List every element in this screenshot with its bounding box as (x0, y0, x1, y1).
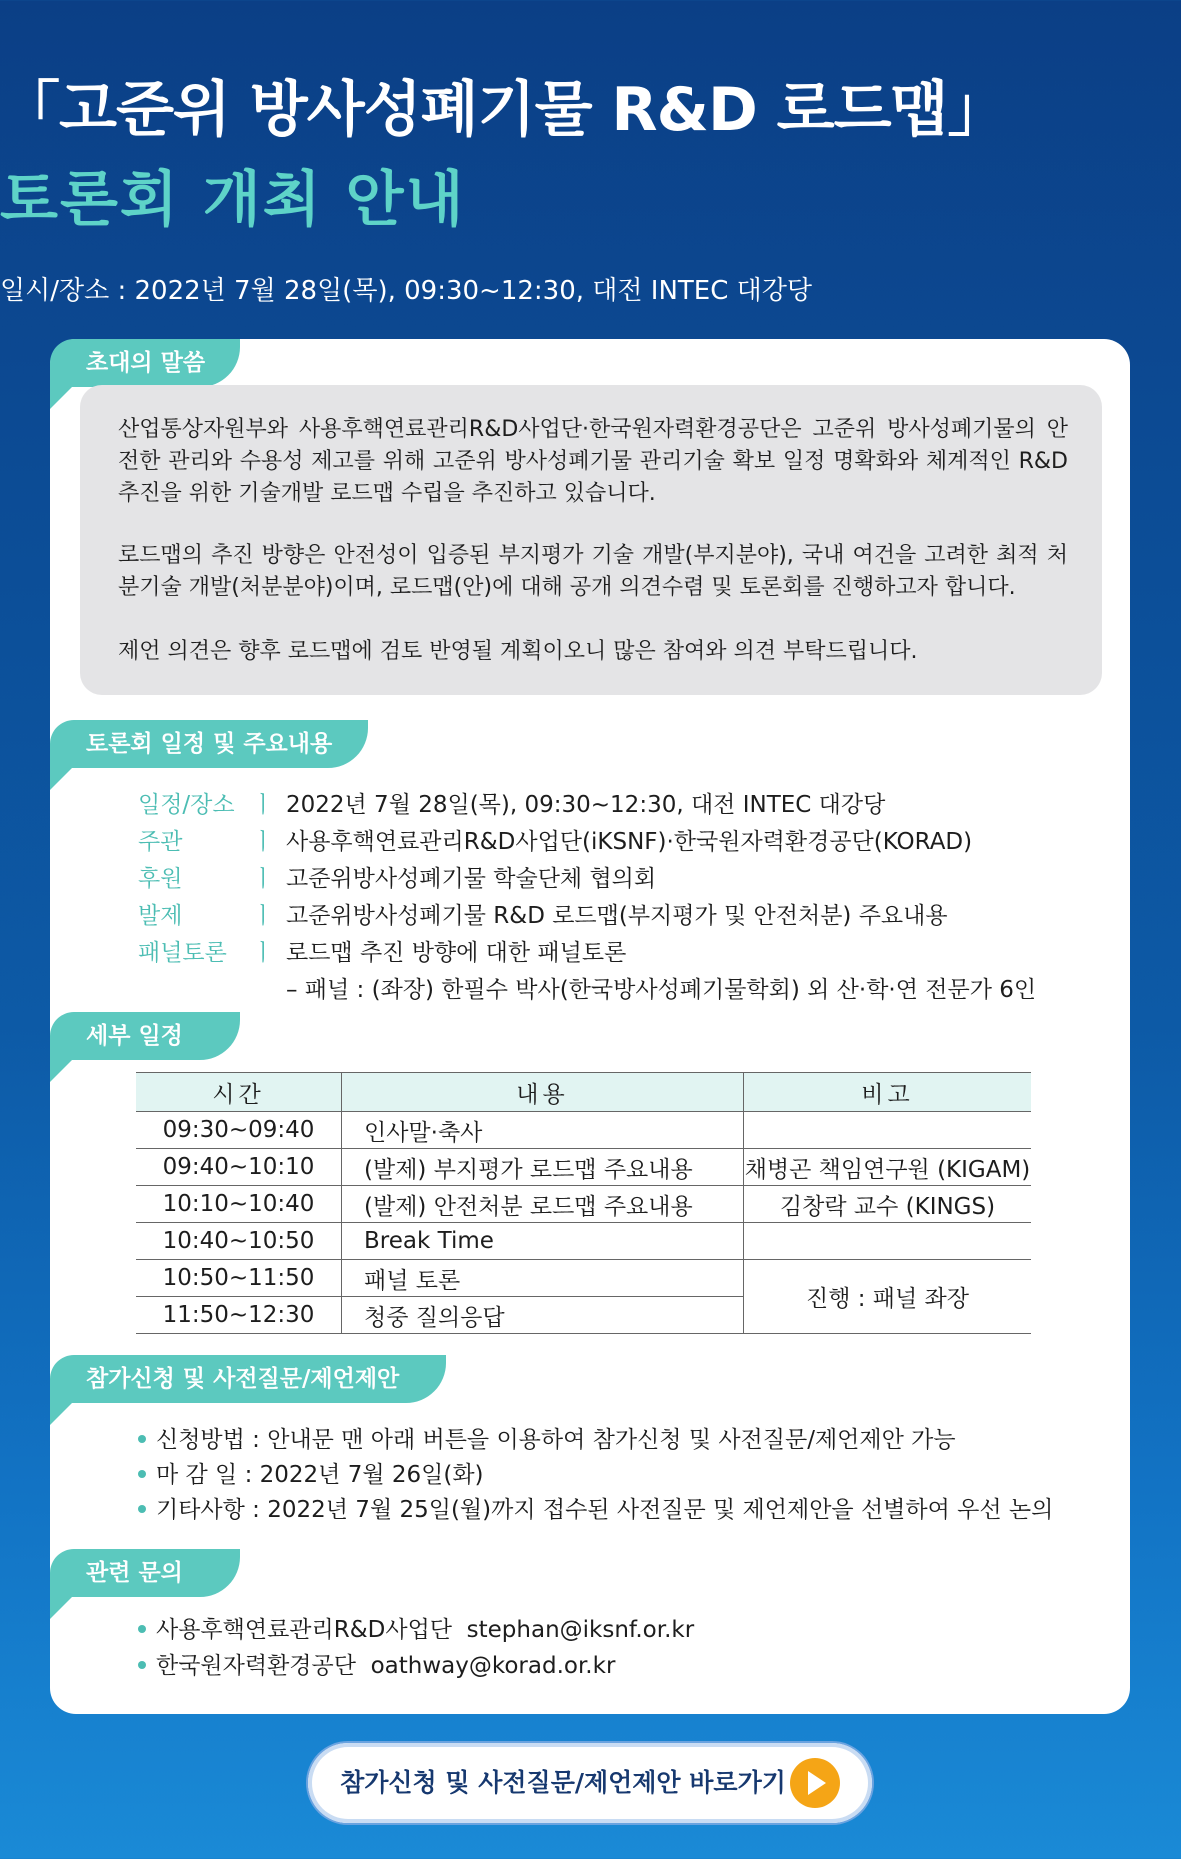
info-label: 후원 (138, 866, 183, 892)
info-value: 2022년 7월 28일(목), 09:30~12:30, 대전 INTEC 대강당 (286, 792, 886, 818)
content-cell: (발제) 부지평가 로드맵 주요내용 (342, 1149, 744, 1186)
list-item (138, 1650, 615, 1682)
list-item (138, 1614, 694, 1646)
column-header-note: 비고 (744, 1073, 1032, 1112)
table-row (136, 1186, 1031, 1223)
info-separator: ㅣ (252, 940, 275, 966)
table-row (136, 1149, 1031, 1186)
invitation-paragraph: 로드맵의 추진 방향은 안전성이 입증된 부지평가 기술 개발(부지분야), 국내 여건을 고려한 최적 처분기술 개발(처분분야)이며, 로드맵(안)에 대해 공개 의견수렴 및 토론회를 진행하고자 합니다. (118, 543, 1068, 600)
column-header-content: 내용 (342, 1073, 744, 1112)
time-cell: 09:30~09:40 (136, 1112, 342, 1149)
content-cell: Break Time (342, 1223, 744, 1260)
time-cell: 10:50~11:50 (136, 1260, 342, 1297)
play-arrow-icon (790, 1758, 840, 1808)
table-row (136, 1112, 1031, 1149)
section-tab-registration: 참가신청 및 사전질문/제언제안 (50, 1355, 446, 1403)
list-item (138, 1494, 1053, 1526)
contact-text[interactable]: 한국원자력환경공단 oathway@korad.or.kr (156, 1653, 616, 1679)
bullet-icon (138, 1435, 146, 1443)
info-separator: ㅣ (252, 829, 275, 855)
section-tab-overview: 토론회 일정 및 주요내용 (50, 720, 368, 768)
list-item-text: 신청방법 : 안내문 맨 아래 버튼을 이용하여 참가신청 및 사전질문/제언제안 가능 (156, 1427, 956, 1453)
info-label: 일정/장소 (138, 792, 235, 818)
info-label: 패널토론 (138, 940, 227, 966)
column-header-time: 시간 (136, 1073, 342, 1112)
contact-text[interactable]: 사용후핵연료관리R&D사업단 stephan@iksnf.or.kr (156, 1617, 695, 1643)
time-cell: 09:40~10:10 (136, 1149, 342, 1186)
info-label: 발제 (138, 903, 183, 929)
content-cell: 패널 토론 (342, 1260, 744, 1297)
info-separator: ㅣ (252, 866, 275, 892)
table-row (136, 1223, 1031, 1260)
schedule-table (136, 1072, 1031, 1334)
note-cell: 김창락 교수 (KINGS) (744, 1186, 1032, 1223)
info-separator: ㅣ (252, 792, 275, 818)
panel-note: – 패널 : (좌장) 한필수 박사(한국방사성폐기물학회) 외 산·학·연 전문가 6인 (286, 977, 1037, 1003)
section-tab-invitation: 초대의 말씀 (50, 339, 240, 387)
time-cell: 10:10~10:40 (136, 1186, 342, 1223)
list-item (138, 1424, 956, 1456)
section-tab-schedule: 세부 일정 (50, 1012, 240, 1060)
bullet-icon (138, 1625, 146, 1633)
info-value: 로드맵 추진 방향에 대한 패널토론 (286, 940, 627, 966)
register-button-label: 참가신청 및 사전질문/제언제안 바로가기 (340, 1768, 786, 1797)
content-cell: 인사말·축사 (342, 1112, 744, 1149)
section-tab-contact: 관련 문의 (50, 1549, 240, 1597)
page-subtitle: 토론회 개최 안내 (0, 165, 466, 235)
list-item-text: 마 감 일 : 2022년 7월 26일(화) (156, 1462, 484, 1488)
page-title: 「고준위 방사성폐기물 R&D 로드맵」 (0, 75, 1007, 145)
info-separator: ㅣ (252, 903, 275, 929)
bullet-icon (138, 1470, 146, 1478)
bullet-icon (138, 1505, 146, 1513)
invitation-paragraph: 제언 의견은 향후 로드맵에 검토 반영될 계획이오니 많은 참여와 의견 부탁드립니다. (118, 639, 918, 664)
info-value: 사용후핵연료관리R&D사업단(iKSNF)·한국원자력환경공단(KORAD) (286, 829, 973, 855)
time-cell: 10:40~10:50 (136, 1223, 342, 1260)
table-row (136, 1260, 1031, 1297)
content-cell: 청중 질의응답 (342, 1297, 744, 1334)
note-cell (744, 1223, 1032, 1260)
info-value: 고준위방사성폐기물 R&D 로드맵(부지평가 및 안전처분) 주요내용 (286, 903, 948, 929)
event-date-place: 일시/장소 : 2022년 7월 28일(목), 09:30~12:30, 대전 INTEC 대강당 (0, 276, 812, 306)
invitation-paragraph: 산업통상자원부와 사용후핵연료관리R&D사업단·한국원자력환경공단은 고준위 방사성폐기물의 안전한 관리와 수용성 제고를 위해 고준위 방사성폐기물 관리기술 확보 일정 명확화와 체계적인 R&D 추진을 위한 기술개발 로드맵 수립을 추진하고 있습니다. (118, 417, 1068, 506)
info-label: 주관 (138, 829, 183, 855)
note-cell: 채병곤 책임연구원 (KIGAM) (744, 1149, 1032, 1186)
list-item-text: 기타사항 : 2022년 7월 25일(월)까지 접수된 사전질문 및 제언제안을 선별하여 우선 논의 (156, 1497, 1054, 1523)
list-item (138, 1459, 484, 1491)
note-cell: 진행 : 패널 좌장 (744, 1260, 1032, 1334)
register-button[interactable] (308, 1743, 872, 1823)
time-cell: 11:50~12:30 (136, 1297, 342, 1334)
note-cell (744, 1112, 1032, 1149)
content-cell: (발제) 안전처분 로드맵 주요내용 (342, 1186, 744, 1223)
info-value: 고준위방사성폐기물 학술단체 협의회 (286, 866, 657, 892)
bullet-icon (138, 1661, 146, 1669)
table-header-row (136, 1073, 1031, 1112)
